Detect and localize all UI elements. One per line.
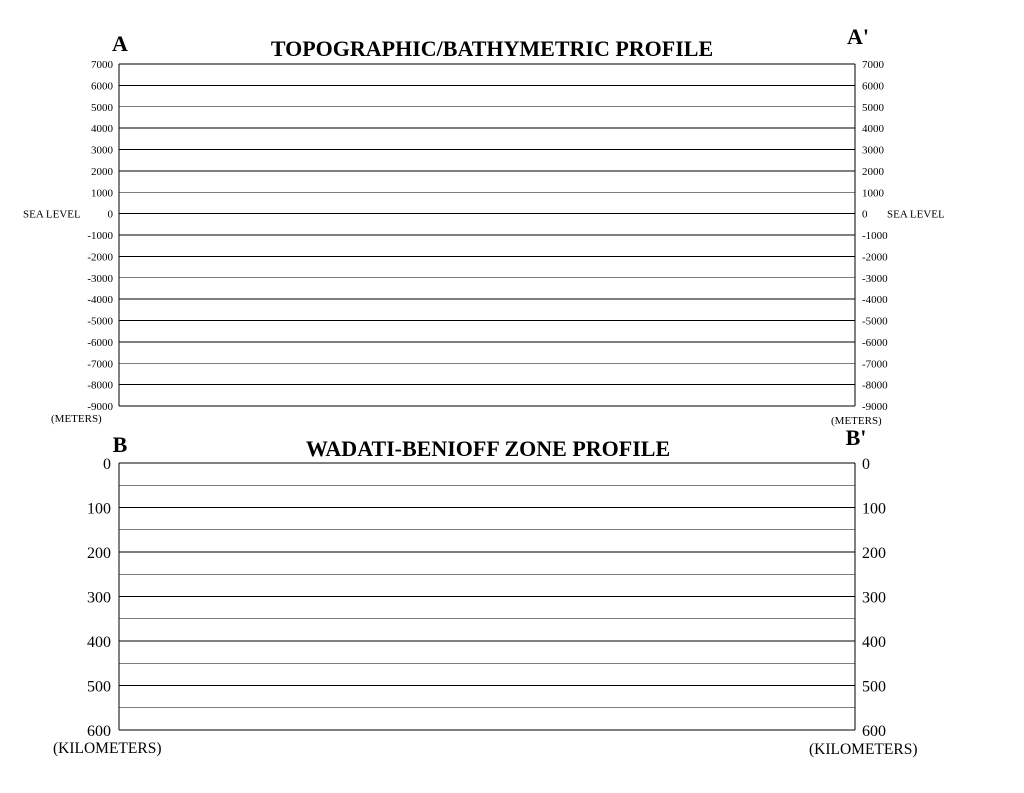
profile-end-label-b-prime: B' [845,425,867,450]
topo-right-tick-label: -9000 [862,401,888,413]
topo-left-tick-label: -8000 [87,379,113,392]
wb-right-unit-label: (KILOMETERS) [809,741,918,758]
topo-right-tick-label: 2000 [862,165,884,178]
topo-left-tick-label: 3000 [91,144,113,157]
topo-left-tick-label: 6000 [91,80,113,93]
topo-right-tick-label: 1000 [862,187,884,200]
topographic-profile-panel [23,24,945,427]
topo-left-tick-label: 4000 [91,123,113,136]
wb-left-tick-label: 500 [87,678,111,696]
topo-right-unit-label: (METERS) [831,415,882,427]
topo-gridlines [119,64,855,406]
topo-right-tick-label: 0 [862,208,868,221]
wb-left-tick-label: 300 [87,589,111,607]
wb-left-tick-label: 100 [87,500,111,518]
topo-left-tick-label: -9000 [87,401,113,413]
topo-left-tick-label: -4000 [87,294,113,307]
profile-start-label-b: B [112,432,128,457]
wb-left-tick-label: 600 [87,723,111,740]
topo-left-unit-label: (METERS) [51,413,102,425]
topo-right-tick-labels [862,59,945,413]
wb-right-tick-labels [862,456,886,740]
wb-right-tick-label: 300 [862,589,886,607]
wadati-benioff-profile-title: WADATI-BENIOFF ZONE PROFILE [305,436,671,461]
topo-right-tick-label: 5000 [862,101,884,114]
topo-right-tick-label: 6000 [862,80,884,93]
wb-left-tick-labels [87,456,111,740]
wb-right-tick-label: 100 [862,500,886,518]
topo-left-tick-label: 1000 [91,187,113,200]
topo-left-tick-label: -7000 [87,358,113,371]
topo-left-tick-label: -2000 [87,251,113,264]
profile-end-label-a-prime: A' [847,24,869,49]
topo-right-sea-level-label: SEA LEVEL [887,208,945,221]
topo-right-tick-label: -1000 [862,230,888,242]
topo-left-tick-label: 2000 [91,165,113,178]
wb-right-tick-label: 0 [862,456,870,473]
topo-right-tick-label: -5000 [862,315,888,328]
topo-right-tick-label: 4000 [862,123,884,136]
wb-right-tick-label: 400 [862,634,886,651]
profile-start-label-a: A [112,31,128,56]
wb-gridlines [119,463,855,730]
wb-right-tick-label: 500 [862,678,886,696]
wb-right-tick-label: 600 [862,723,886,740]
topo-right-tick-label: -4000 [862,294,888,307]
topo-left-tick-label: -6000 [87,336,113,349]
topo-left-tick-label: 5000 [91,101,113,114]
topo-right-tick-label: -8000 [862,379,888,392]
wb-left-tick-label: 0 [103,456,111,473]
topo-left-tick-label: -5000 [87,315,113,328]
wadati-benioff-profile-panel [53,425,918,758]
topo-left-tick-label: 0 [107,208,113,221]
topo-right-tick-label: -6000 [862,336,888,349]
topo-left-tick-label: -3000 [87,272,113,285]
topo-right-tick-label: -7000 [862,358,888,371]
topo-right-tick-label: -3000 [862,272,888,285]
wb-right-tick-label: 200 [862,545,886,562]
wb-left-unit-label: (KILOMETERS) [53,740,162,757]
topo-right-tick-label: 7000 [862,59,884,71]
topo-left-tick-label: -1000 [87,230,113,242]
topo-left-sea-level-label: SEA LEVEL [23,208,81,221]
wb-left-tick-label: 200 [87,545,111,562]
wb-left-tick-label: 400 [87,634,111,651]
topographic-profile-title: TOPOGRAPHIC/BATHYMETRIC PROFILE [270,36,714,61]
topo-left-tick-labels [23,59,114,413]
topo-left-tick-label: 7000 [91,59,113,71]
topo-right-tick-label: -2000 [862,251,888,264]
topo-right-tick-label: 3000 [862,144,884,157]
